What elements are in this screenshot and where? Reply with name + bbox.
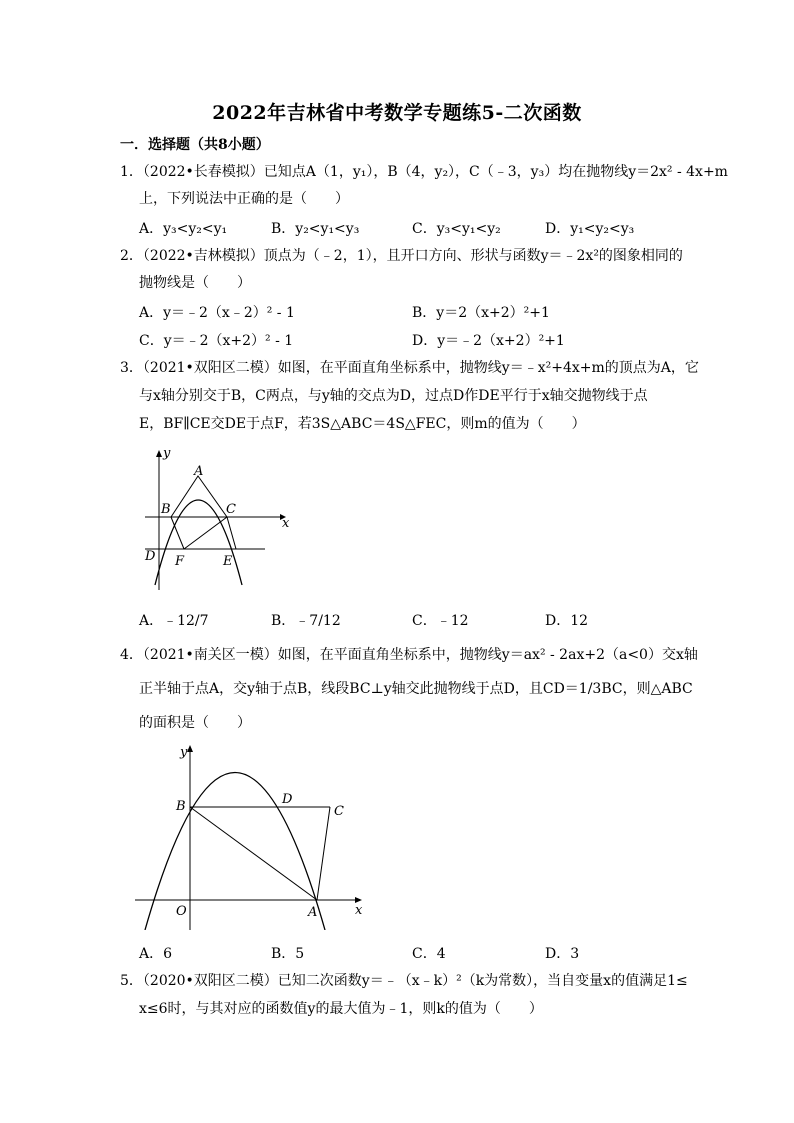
q2-line2: 抛物线是（ ） [139,275,251,291]
q3-line-bf [171,517,184,549]
q4-option-d[interactable]: D．3 [545,946,580,962]
q3-option-b[interactable]: B．﹣7/12 [271,613,341,629]
q3-figure [140,445,300,590]
q3-option-d[interactable]: D．12 [545,613,589,629]
q4-line3: 的面积是（ ） [139,715,251,731]
q3-option-c[interactable]: C．﹣12 [412,613,469,629]
q2-option-a[interactable]: A．y＝﹣2（x﹣2）² - 1 [139,305,295,321]
q1-line2: 上，下列说法中正确的是（ ） [139,191,349,207]
q4-option-a[interactable]: A．6 [139,946,173,962]
q4-label-a: A [308,905,318,920]
page-title: 2022年吉林省中考数学专题练5-二次函数 [212,102,582,124]
q4-line-ca [317,807,330,900]
q2-option-d[interactable]: D．y＝﹣2（x+2）²+1 [412,333,565,349]
q4-option-b[interactable]: B．5 [271,946,305,962]
q3-option-a[interactable]: A．﹣12/7 [139,613,209,629]
q4-label-b: B [176,799,186,814]
section-heading: 一．选择题（共8小题） [120,137,270,153]
q4-label-d: D [282,792,293,807]
q3-y-arrow [156,450,162,457]
q3-line1: 3．（2021•双阳区二模）如图，在平面直角坐标系中，抛物线y＝﹣x²+4x+m的顶点为A，它 [120,360,699,376]
q4-option-c[interactable]: C．4 [412,946,446,962]
q3-label-d: D [145,549,156,564]
q3-label-y: y [163,446,171,461]
q1-option-d[interactable]: D．y₁<y₂<y₃ [545,221,635,237]
q4-line-ba [190,807,317,900]
q1-points: A（1，y₁），B（4，y₂），C（﹣3，y₃）均在抛物线y＝2x² - 4x+m [305,164,728,180]
q4-label-c: C [334,804,344,819]
q3-line-fc [184,517,227,549]
q3-line3: E，BF∥CE交DE于点F，若3S△ABC＝4S△FEC，则m的值为（ ） [139,416,586,432]
q4-label-o: O [176,904,187,919]
q1-option-c[interactable]: C．y₃<y₁<y₂ [412,221,501,237]
q2-line1: 2．（2022•吉林模拟）顶点为（﹣2，1），且开口方向、形状与函数y＝﹣2x²的图象相同的 [120,248,683,264]
q4-label-x: x [355,903,363,918]
q4-line2: 正半轴于点A，交y轴于点B，线段BC⊥y轴交此抛物线于点D，且CD＝1/3BC，则△ABC [139,681,693,697]
q5-line1: 5．（2020•双阳区二模）已知二次函数y＝﹣（x﹣k）²（k为常数），当自变量x的值满足1≤ [120,973,688,989]
q2-option-c[interactable]: C．y＝﹣2（x+2）² - 1 [139,333,294,349]
q4-line1: 4．（2021•南关区一模）如图，在平面直角坐标系中，抛物线y＝ax² - 2ax+2（a<0）交x轴 [120,647,698,663]
q3-label-a: A [194,464,204,479]
q3-triangle-abc [171,476,227,517]
q5-line2: x≤6时，与其对应的函数值y的最大值为﹣1，则k的值为（ ） [139,1001,543,1017]
q4-parabola [145,773,325,931]
q4-figure [130,740,370,930]
q3-label-b: B [161,502,171,517]
q3-label-e: E [223,554,233,569]
q3-line2: 与x轴分别交于B，C两点，与y轴的交点为D，过点D作DE平行于x轴交抛物线于点 [139,388,648,404]
q4-y-arrow [187,745,193,752]
q1-line1 [120,163,728,181]
q3-label-x: x [282,516,290,531]
q1-option-b[interactable]: B．y₂<y₁<y₃ [271,221,360,237]
q1-option-a[interactable]: A．y₃<y₂<y₁ [139,221,228,237]
q4-label-y: y [180,745,188,760]
q3-line-ce [227,517,236,549]
q3-label-f: F [175,554,185,569]
q1-prefix: 1．（2022•长春模拟）已知点 [120,164,306,180]
q3-label-c: C [226,502,236,517]
q2-option-b[interactable]: B．y＝2（x+2）²+1 [412,305,550,321]
